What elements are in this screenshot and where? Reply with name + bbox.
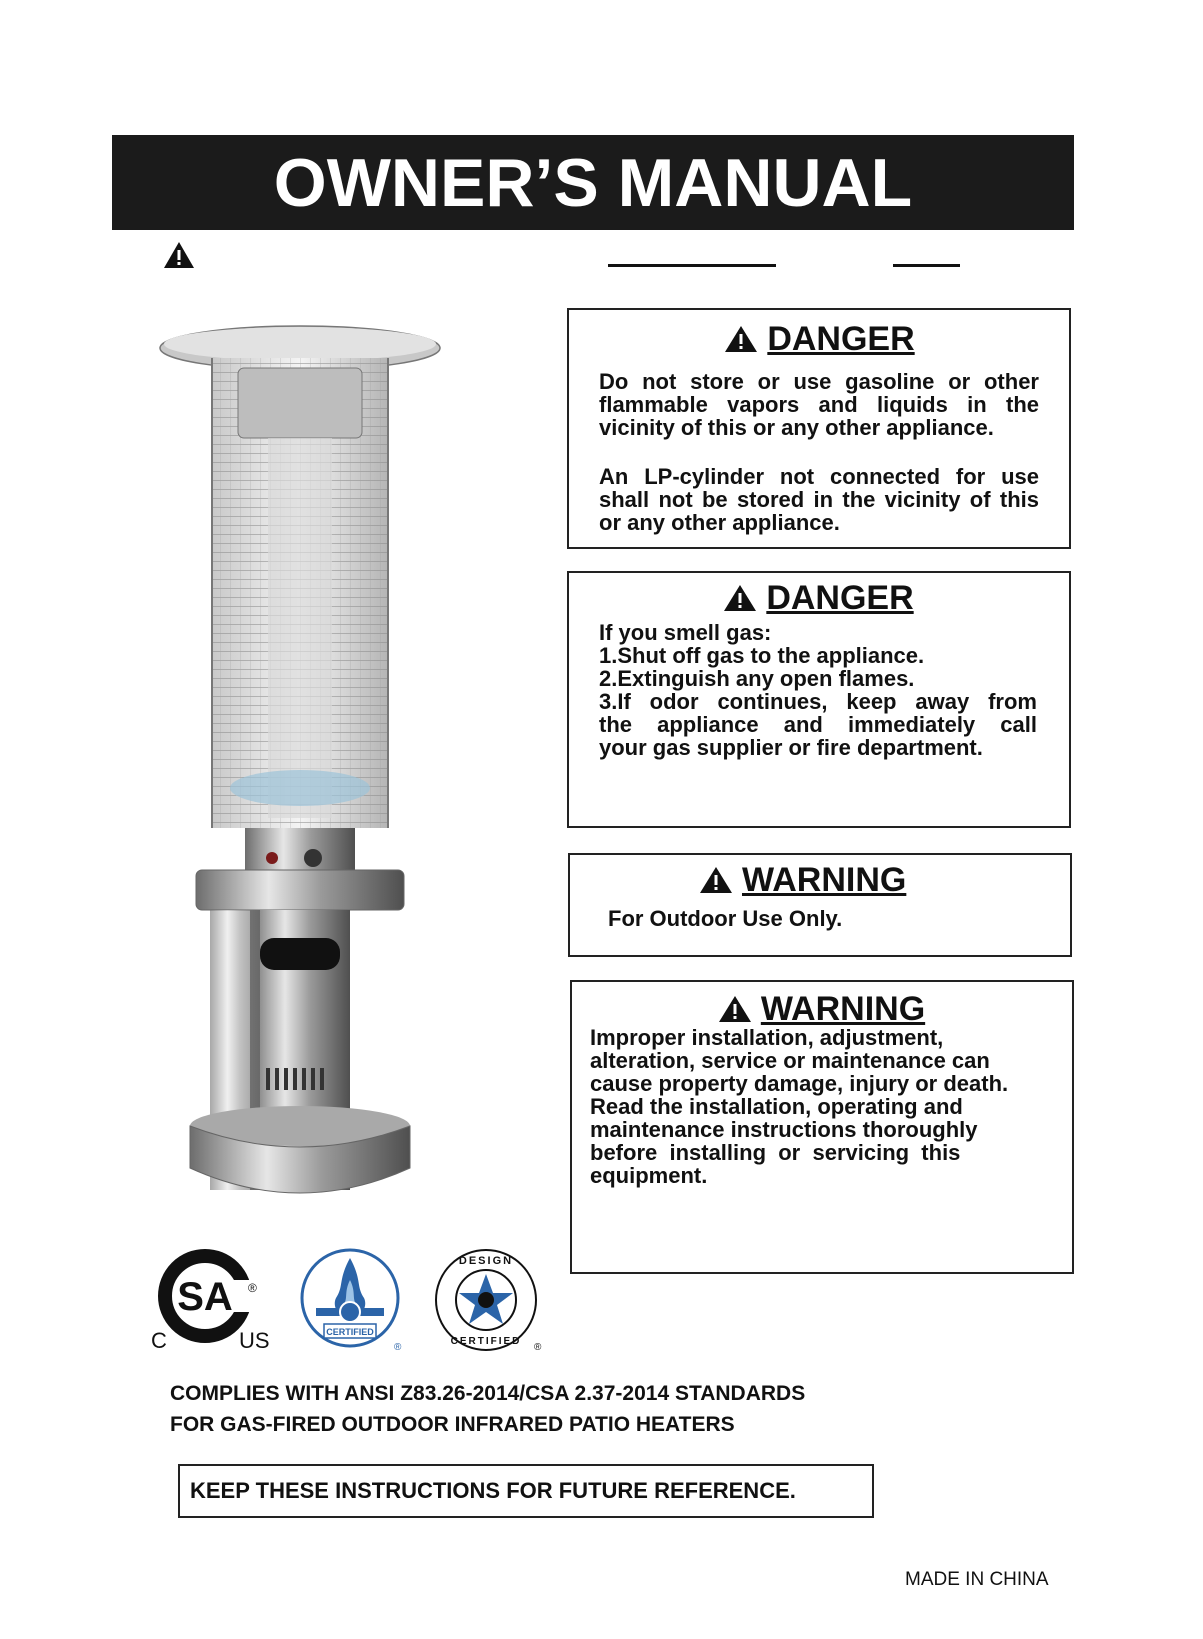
- danger-box-gas-smell: [567, 571, 1071, 828]
- csa-us: US: [239, 1328, 270, 1353]
- warning-heading-text: WARNING: [760, 990, 926, 1028]
- keep-instructions-text: KEEP THESE INSTRUCTIONS FOR FUTURE REFERENCE.: [190, 1478, 796, 1503]
- danger-heading: [599, 322, 1039, 356]
- warning-line: alteration, service or maintenance can: [590, 1048, 990, 1073]
- instruction-line: your gas supplier or fire department.: [599, 735, 983, 760]
- danger-paragraph: Do not store or use gasoline or other flammable vapors and liquids in the vicinity of this or any other appliance.: [599, 369, 1039, 440]
- blank-line: [893, 264, 960, 267]
- origin-label: MADE IN CHINA: [905, 1569, 1049, 1590]
- csa-logo: [143, 1244, 283, 1354]
- design-certified-logo: [432, 1246, 550, 1354]
- danger-heading: [599, 581, 1037, 615]
- instruction-line: the appliance and immediately call: [599, 712, 1037, 737]
- warning-triangle-icon: [717, 994, 753, 1024]
- warning-heading: [608, 863, 1040, 897]
- danger-paragraph: An LP-cylinder not connected for use shall not be stored in the vicinity of this or any other appliance.: [599, 464, 1039, 535]
- compliance-statement: [170, 1378, 805, 1440]
- warning-box-installation: [570, 980, 1074, 1274]
- warning-line: equipment.: [590, 1163, 708, 1188]
- warning-triangle-icon: [162, 240, 196, 270]
- danger-heading-text: DANGER: [767, 320, 915, 358]
- compliance-line: COMPLIES WITH ANSI Z83.26-2014/CSA 2.37-2014 STANDARDS: [170, 1382, 806, 1405]
- warning-line: before installing or servicing this: [590, 1140, 961, 1165]
- blank-line: [608, 264, 776, 267]
- warning-triangle-icon: [722, 583, 758, 613]
- warning-line: maintenance instructions thoroughly: [590, 1117, 978, 1142]
- title-banner: [112, 135, 1074, 230]
- instruction-line: 3.If odor continues, keep away from: [599, 689, 1037, 714]
- csa-c: C: [151, 1328, 167, 1353]
- warning-line: Read the installation, operating and: [590, 1094, 963, 1119]
- warning-triangle-icon: [723, 324, 759, 354]
- csa-certified-logo: [298, 1246, 410, 1354]
- danger-heading-text: DANGER: [766, 579, 914, 617]
- warning-triangle-icon: [698, 865, 734, 895]
- keep-instructions-box: [178, 1464, 874, 1518]
- csa-letters: SA: [177, 1275, 233, 1319]
- danger-box-gasoline: [567, 308, 1071, 549]
- instruction-line: 2.Extinguish any open flames.: [599, 666, 915, 691]
- registered-mark: ®: [534, 1342, 542, 1353]
- warning-line: cause property damage, injury or death.: [590, 1071, 1009, 1096]
- registered-mark: ®: [394, 1342, 402, 1353]
- patio-heater-image: [150, 318, 450, 1228]
- warning-heading: [590, 992, 1052, 1026]
- warning-heading-text: WARNING: [742, 861, 907, 899]
- warning-line: Improper installation, adjustment,: [590, 1025, 944, 1050]
- certified-badge-text: CERTIFIED: [326, 1327, 374, 1337]
- instruction-line: 1.Shut off gas to the appliance.: [599, 643, 925, 668]
- design-text: DESIGN: [458, 1255, 514, 1267]
- warning-box-outdoor: [568, 853, 1072, 957]
- certified-text: CERTIFIED: [450, 1336, 522, 1347]
- page-title: OWNER’S MANUAL: [273, 144, 913, 221]
- instruction-line: If you smell gas:: [599, 620, 772, 645]
- compliance-line: FOR GAS-FIRED OUTDOOR INFRARED PATIO HEATERS: [170, 1413, 735, 1436]
- warning-text: For Outdoor Use Only.: [608, 906, 843, 931]
- registered-mark: ®: [248, 1281, 257, 1295]
